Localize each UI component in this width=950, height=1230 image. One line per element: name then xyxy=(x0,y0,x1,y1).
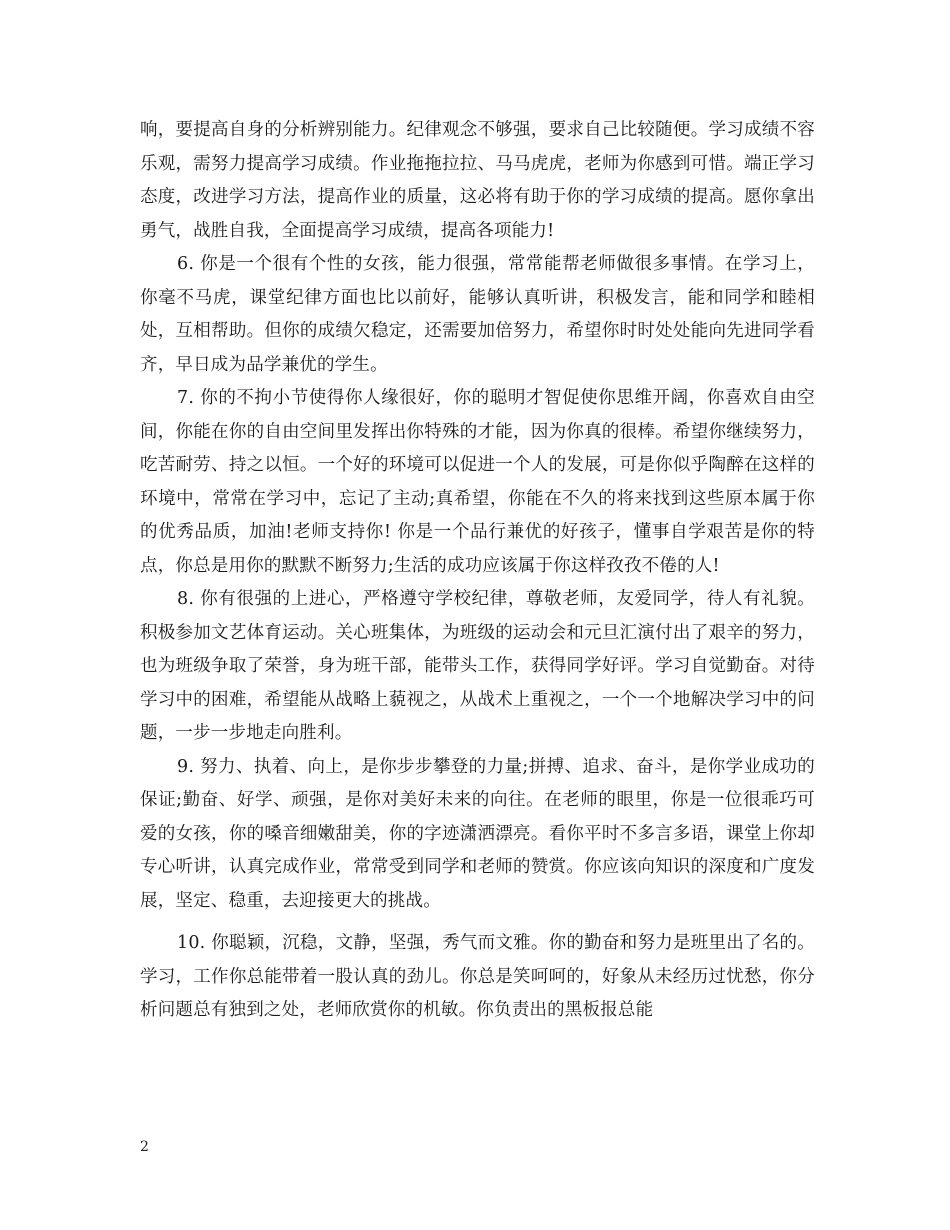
paragraph-item-8: 8. 你有很强的上进心，严格遵守学校纪律，尊敬老师，友爱同学，待人有礼貌。积极参加文艺体育运动。关心班集体，为班级的运动会和元旦汇演付出了艰辛的努力，也为班级争取了荣誉，身为班干部，能带头工作，获得同学好评。学习自觉勤奋。对待学习中的困难，希望能从战略上藐视之，从战术上重视之，一个一个地解决学习中的问题，一步一步地走向胜利。 xyxy=(140,589,815,743)
paragraph-item-9: 9. 努力、执着、向上，是你步步攀登的力量;拼搏、追求、奋斗，是你学业成功的保证;勤奋、好学、顽强，是你对美好未来的向往。在老师的眼里，你是一位很乖巧可爱的女孩，你的嗓音细嫩甜美，你的字迹潇洒漂亮。看你平时不多言多语，课堂上你却专心听讲，认真完成作业，常常受到同学和老师的赞赏。你应该向知识的深度和广度发展，坚定、稳重，去迎接更大的挑战。 xyxy=(140,756,815,911)
paragraph-item-7: 7. 你的不拘小节使得你人缘很好，你的聪明才智促使你思维开阔，你喜欢自由空间，你能在你的自由空间里发挥出你特殊的才能，因为你真的很棒。希望你继续努力，吃苦耐劳、持之以恒。一个好的环境可以促进一个人的发展，可是你似乎陶醉在这样的环境中，常常在学习中，忘记了主动;真希望，你能在不久的将来找到这些原本属于你的优秀品质，加油!老师支持你! 你是一个品行兼优的好孩子，懂事自学艰苦是你的特点，你总是用你的默默不断努力;生活的成功应该属于你这样孜孜不倦的人! xyxy=(140,388,815,576)
page-number: 2 xyxy=(140,1139,149,1155)
paragraph-item-6: 6. 你是一个很有个性的女孩，能力很强，常常能帮老师做很多事情。在学习上，你毫不马虎，课堂纪律方面也比以前好，能够认真听讲，积极发言，能和同学和睦相处，互相帮助。但你的成绩欠稳定，还需要加倍努力，希望你时时处处能向先进同学看齐，早日成为品学兼优的学生。 xyxy=(140,254,815,375)
document-body xyxy=(140,114,815,1028)
paragraph-continuation: 响，要提高自身的分析辨别能力。纪律观念不够强，要求自己比较随便。学习成绩不容乐观，需努力提高学习成绩。作业拖拖拉拉、马马虎虎，老师为你感到可惜。端正学习态度，改进学习方法，提高作业的质量，这必将有助于你的学习成绩的提高。愿你拿出勇气，战胜自我，全面提高学习成绩，提高各项能力! xyxy=(140,120,815,241)
paragraph-item-10: 10. 你聪颖，沉稳，文静，坚强，秀气而文雅。你的勤奋和努力是班里出了名的。学习，工作你总能带着一股认真的劲儿。你总是笑呵呵的，好象从未经历过忧愁，你分析问题总有独到之处，老师欣赏你的机敏。你负责出的黑板报总能 xyxy=(140,933,815,1020)
